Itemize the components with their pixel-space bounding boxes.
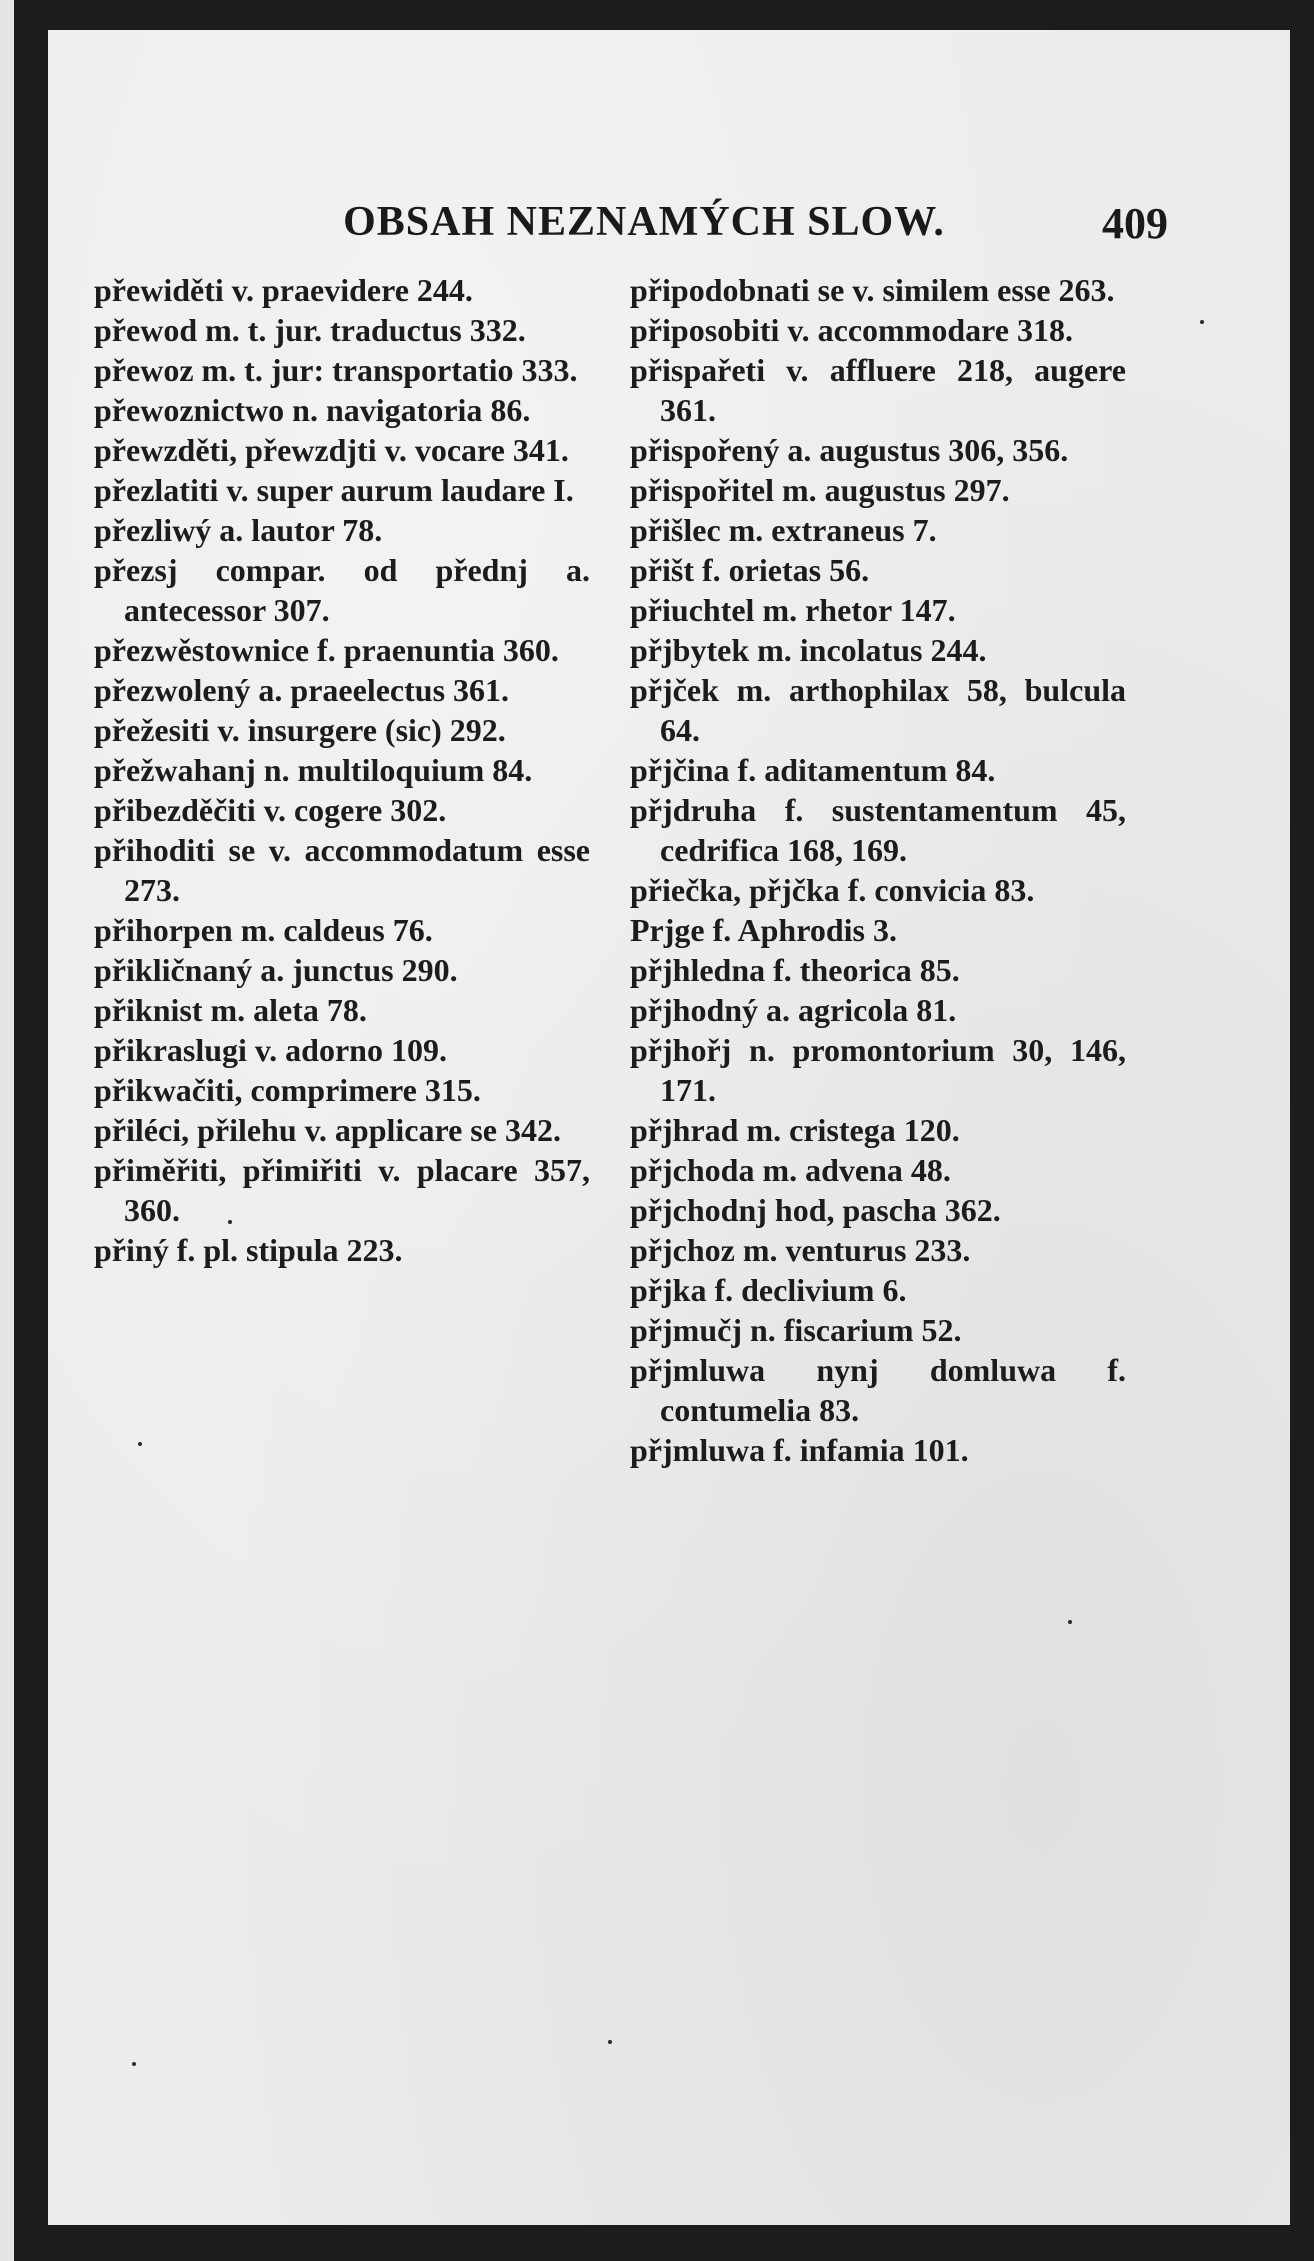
dictionary-entry: přihorpen m. caldeus 76. [94, 912, 433, 948]
page-header [48, 198, 1290, 258]
dictionary-entry: přjdruha f. sustentamentum 45, cedrifica 168, 169. [630, 792, 1126, 868]
dictionary-entry: přispořitel m. augustus 297. [630, 472, 1010, 508]
dictionary-entry: přezsj compar. od přednj a. antecessor 307. [94, 552, 590, 628]
dictionary-entry: Prjge f. Aphrodis 3. [630, 912, 897, 948]
dictionary-entry: přišlec m. extraneus 7. [630, 512, 937, 548]
dictionary-entry: přjhořj n. promontorium 30, 146, 171. [630, 1032, 1126, 1108]
dictionary-entry: přewod m. t. jur. traductus 332. [94, 312, 526, 348]
adjacent-page-edge [0, 0, 14, 2261]
dust-speck [1068, 1620, 1072, 1624]
dust-speck [138, 1442, 142, 1446]
dictionary-entry: přewoznictwo n. navigatoria 86. [94, 392, 531, 428]
dictionary-entry: přiměřiti, přimiřiti v. placare 357, 360. [94, 1152, 590, 1228]
dictionary-entry: přjček m. arthophilax 58, bulcula 64. [630, 672, 1126, 748]
dictionary-entry: přikličnaný a. junctus 290. [94, 952, 458, 988]
dust-speck [228, 1220, 232, 1224]
dictionary-entry: přjhrad m. cristega 120. [630, 1112, 960, 1148]
running-title: OBSAH NEZNAMÝCH SLOW. [343, 199, 945, 245]
dust-speck [1200, 320, 1204, 324]
dictionary-entry: přewoz m. t. jur: transportatio 333. [94, 352, 578, 388]
dictionary-entry: přibezděčiti v. cogere 302. [94, 792, 447, 828]
dictionary-entry: přihoditi se v. accommodatum esse 273. [94, 832, 590, 908]
dictionary-entry: přjchoda m. advena 48. [630, 1152, 951, 1188]
dictionary-entry: přjchoz m. venturus 233. [630, 1232, 971, 1268]
dictionary-entry: přikraslugi v. adorno 109. [94, 1032, 447, 1068]
dictionary-page [48, 30, 1290, 2225]
left-column [94, 270, 590, 1270]
dictionary-entry: přewiděti v. praevidere 244. [94, 272, 473, 308]
dictionary-entry: přežesiti v. insurgere (sic) 292. [94, 712, 506, 748]
dust-speck [608, 2040, 612, 2044]
dictionary-entry: přikwačiti, comprimere 315. [94, 1072, 481, 1108]
dictionary-entry: přezliwý a. lautor 78. [94, 512, 383, 548]
dictionary-entry: přjčina f. aditamentum 84. [630, 752, 996, 788]
dictionary-entry: přjmučj n. fiscarium 52. [630, 1312, 962, 1348]
dictionary-entry: přezwěstownice f. praenuntia 360. [94, 632, 559, 668]
dictionary-entry: přezwolený a. praeelectus 361. [94, 672, 510, 708]
dictionary-entry: připodobnati se v. similem esse 263. [630, 272, 1115, 308]
dictionary-entry: přewzděti, přewzdjti v. vocare 341. [94, 432, 569, 468]
dictionary-entry: přiléci, přilehu v. applicare se 342. [94, 1112, 561, 1148]
dictionary-entry: přežwahanj n. multiloquium 84. [94, 752, 533, 788]
dictionary-entry: přjka f. declivium 6. [630, 1272, 907, 1308]
dictionary-entry: přjmluwa nynj domluwa f. contumelia 83. [630, 1352, 1126, 1428]
dictionary-entry: připosobiti v. accommodare 318. [630, 312, 1073, 348]
dictionary-entry: přjhodný a. agricola 81. [630, 992, 957, 1028]
dictionary-entry: přispařeti v. affluere 218, augere 361. [630, 352, 1126, 428]
page-number: 409 [1102, 199, 1168, 248]
dictionary-entry: přjbytek m. incolatus 244. [630, 632, 987, 668]
dictionary-entry: přiuchtel m. rhetor 147. [630, 592, 956, 628]
dictionary-entry: přispořený a. augustus 306, 356. [630, 432, 1069, 468]
dictionary-entry: přjchodnj hod, pascha 362. [630, 1192, 1001, 1228]
dictionary-entry: přezlatiti v. super aurum laudare I. [94, 472, 574, 508]
right-column [630, 270, 1126, 1470]
dictionary-entry: přiečka, přjčka f. convicia 83. [630, 872, 1035, 908]
dictionary-entry: přiknist m. aleta 78. [94, 992, 367, 1028]
dictionary-entry: přišt f. orietas 56. [630, 552, 870, 588]
dictionary-entry: přjhledna f. theorica 85. [630, 952, 960, 988]
dictionary-entry: přiný f. pl. stipula 223. [94, 1232, 403, 1268]
dust-speck [132, 2062, 136, 2066]
dictionary-entry: přjmluwa f. infamia 101. [630, 1432, 969, 1468]
